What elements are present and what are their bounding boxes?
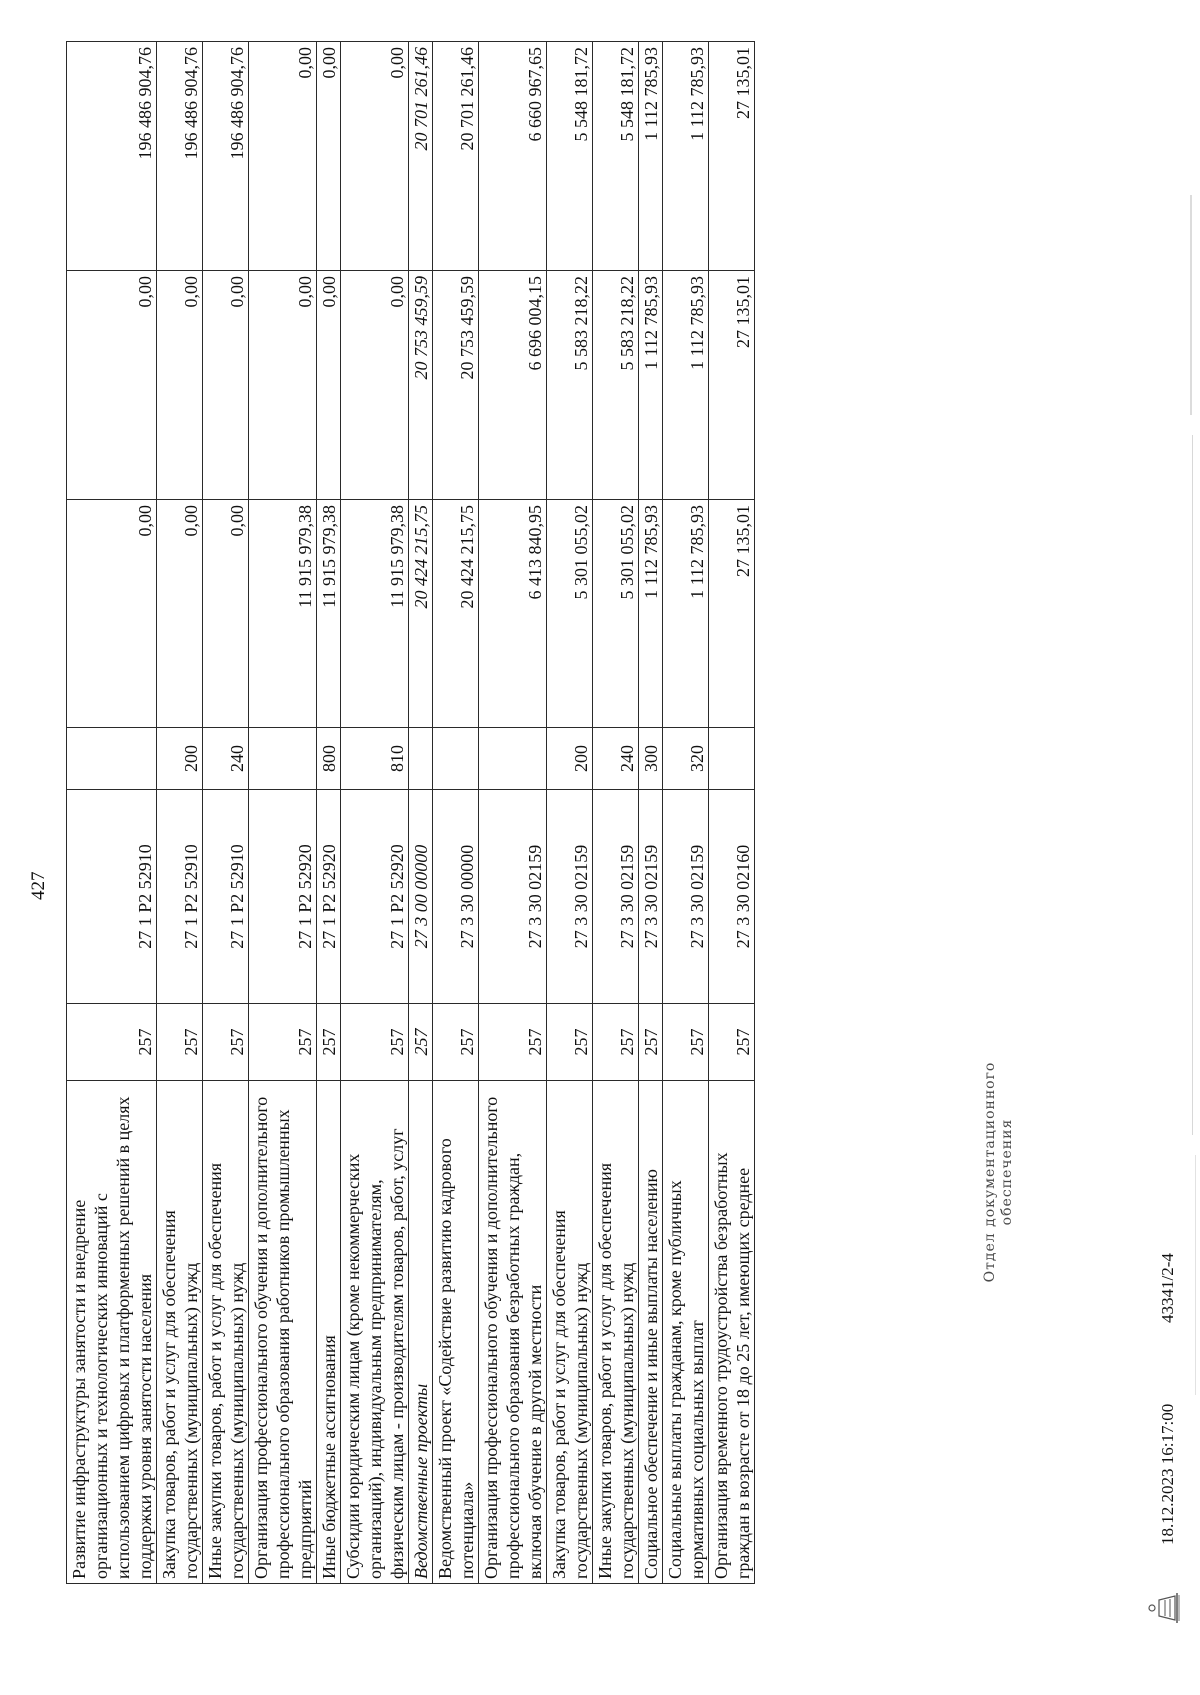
table-row bbox=[663, 42, 709, 1584]
row-name: Иные бюджетные ассигнования bbox=[317, 1081, 341, 1584]
row-expense-type bbox=[249, 728, 317, 790]
department-stamp bbox=[982, 1057, 1016, 1287]
row-target-article: 27 1 P2 52910 bbox=[157, 790, 203, 1004]
row-amount-year-3: 27 135,01 bbox=[709, 42, 755, 271]
table-row bbox=[639, 42, 663, 1584]
row-name: Организация временного трудоустройства безработных граждан в возрасте от 18 до 25 лет, имеющих среднее bbox=[709, 1081, 755, 1584]
row-amount-year-3: 0,00 bbox=[341, 42, 409, 271]
row-amount-year-2: 0,00 bbox=[249, 271, 317, 500]
row-target-article: 27 3 30 02159 bbox=[593, 790, 639, 1004]
row-target-article: 27 3 30 02160 bbox=[709, 790, 755, 1004]
row-expense-type: 800 bbox=[317, 728, 341, 790]
row-amount-year-3: 20 701 261,46 bbox=[409, 42, 433, 271]
budget-table bbox=[66, 41, 755, 1584]
row-grbs-code: 257 bbox=[639, 1004, 663, 1081]
row-amount-year-2: 5 583 218,22 bbox=[547, 271, 593, 500]
row-name: Ведомственный проект «Содействие развитию кадрового потенциала» bbox=[433, 1081, 479, 1584]
table-row bbox=[157, 42, 203, 1584]
row-amount-year-3: 0,00 bbox=[249, 42, 317, 271]
row-amount-year-3: 6 660 967,65 bbox=[479, 42, 547, 271]
row-amount-year-1: 5 301 055,02 bbox=[547, 500, 593, 728]
row-amount-year-3: 20 701 261,46 bbox=[433, 42, 479, 271]
row-grbs-code: 257 bbox=[663, 1004, 709, 1081]
row-expense-type: 300 bbox=[639, 728, 663, 790]
row-expense-type bbox=[479, 728, 547, 790]
row-amount-year-1: 1 112 785,93 bbox=[663, 500, 709, 728]
row-name: Социальное обеспечение и иные выплаты населению bbox=[639, 1081, 663, 1584]
row-grbs-code: 257 bbox=[593, 1004, 639, 1081]
table-row bbox=[67, 42, 157, 1584]
table-row bbox=[317, 42, 341, 1584]
row-target-article: 27 3 30 00000 bbox=[433, 790, 479, 1004]
row-grbs-code: 257 bbox=[341, 1004, 409, 1081]
row-amount-year-1: 0,00 bbox=[67, 500, 157, 728]
table-row bbox=[709, 42, 755, 1584]
row-amount-year-1: 20 424 215,75 bbox=[409, 500, 433, 728]
table-row bbox=[479, 42, 547, 1584]
row-target-article: 27 3 30 02159 bbox=[639, 790, 663, 1004]
row-grbs-code: 257 bbox=[67, 1004, 157, 1081]
row-amount-year-2: 0,00 bbox=[67, 271, 157, 500]
table-row bbox=[203, 42, 249, 1584]
row-name: Развитие инфраструктуры занятости и внедрение организационных и технологических инноваций с использованием цифровых и платформенных решений в целях поддержки уровня занятости населения bbox=[67, 1081, 157, 1584]
row-amount-year-2: 20 753 459,59 bbox=[433, 271, 479, 500]
row-amount-year-1: 0,00 bbox=[157, 500, 203, 728]
row-name: Организация профессионального обучения и дополнительного профессионального образования безработных граждан, включая обучение в другой местности bbox=[479, 1081, 547, 1584]
row-name: Закупка товаров, работ и услуг для обеспечения государственных (муниципальных) нужд bbox=[547, 1081, 593, 1584]
stamp-line-1: Отдел документационного bbox=[982, 1061, 998, 1283]
emblem-logo-icon bbox=[1145, 1591, 1181, 1625]
row-name: Ведомственные проекты bbox=[409, 1081, 433, 1584]
row-expense-type bbox=[67, 728, 157, 790]
row-amount-year-2: 27 135,01 bbox=[709, 271, 755, 500]
row-amount-year-2: 5 583 218,22 bbox=[593, 271, 639, 500]
row-grbs-code: 257 bbox=[409, 1004, 433, 1081]
stamp-line-2: обеспечения bbox=[999, 1118, 1015, 1226]
row-amount-year-1: 6 413 840,95 bbox=[479, 500, 547, 728]
budget-table-body bbox=[67, 42, 755, 1584]
row-name: Организация профессионального обучения и дополнительного профессионального образования работников промышленных предприятий bbox=[249, 1081, 317, 1584]
row-amount-year-2: 0,00 bbox=[157, 271, 203, 500]
row-target-article: 27 1 P2 52920 bbox=[249, 790, 317, 1004]
row-grbs-code: 257 bbox=[317, 1004, 341, 1081]
row-grbs-code: 257 bbox=[249, 1004, 317, 1081]
row-name: Субсидии юридическим лицам (кроме некоммерческих организаций), индивидуальным предпринимателям, физическим лицам - производителям товаров, работ, услуг bbox=[341, 1081, 409, 1584]
row-amount-year-1: 0,00 bbox=[203, 500, 249, 728]
row-amount-year-3: 5 548 181,72 bbox=[547, 42, 593, 271]
row-target-article: 27 1 P2 52910 bbox=[203, 790, 249, 1004]
row-amount-year-1: 11 915 979,38 bbox=[341, 500, 409, 728]
row-target-article: 27 1 P2 52920 bbox=[341, 790, 409, 1004]
row-expense-type: 240 bbox=[593, 728, 639, 790]
row-expense-type: 320 bbox=[663, 728, 709, 790]
row-amount-year-1: 20 424 215,75 bbox=[433, 500, 479, 728]
row-grbs-code: 257 bbox=[547, 1004, 593, 1081]
table-row bbox=[593, 42, 639, 1584]
scan-edge-noise bbox=[1187, 0, 1200, 1695]
row-amount-year-3: 196 486 904,76 bbox=[203, 42, 249, 271]
row-expense-type bbox=[433, 728, 479, 790]
row-amount-year-2: 20 753 459,59 bbox=[409, 271, 433, 500]
row-amount-year-2: 1 112 785,93 bbox=[663, 271, 709, 500]
row-amount-year-2: 0,00 bbox=[203, 271, 249, 500]
row-grbs-code: 257 bbox=[709, 1004, 755, 1081]
page-number: 427 bbox=[28, 871, 49, 900]
row-amount-year-3: 0,00 bbox=[317, 42, 341, 271]
row-target-article: 27 3 00 00000 bbox=[409, 790, 433, 1004]
table-row bbox=[249, 42, 317, 1584]
row-amount-year-2: 0,00 bbox=[317, 271, 341, 500]
row-name: Закупка товаров, работ и услуг для обеспечения государственных (муниципальных) нужд bbox=[157, 1081, 203, 1584]
row-amount-year-1: 5 301 055,02 bbox=[593, 500, 639, 728]
row-amount-year-2: 6 696 004,15 bbox=[479, 271, 547, 500]
row-name: Социальные выплаты гражданам, кроме публичных нормативных социальных выплат bbox=[663, 1081, 709, 1584]
row-expense-type: 810 bbox=[341, 728, 409, 790]
row-amount-year-3: 5 548 181,72 bbox=[593, 42, 639, 271]
row-target-article: 27 3 30 02159 bbox=[663, 790, 709, 1004]
table-row bbox=[433, 42, 479, 1584]
row-amount-year-2: 1 112 785,93 bbox=[639, 271, 663, 500]
row-amount-year-3: 196 486 904,76 bbox=[67, 42, 157, 271]
table-row bbox=[341, 42, 409, 1584]
footer-date: 18.12.2023 16:17:00 bbox=[1158, 1403, 1177, 1545]
row-grbs-code: 257 bbox=[203, 1004, 249, 1081]
row-amount-year-1: 27 135,01 bbox=[709, 500, 755, 728]
row-amount-year-3: 196 486 904,76 bbox=[157, 42, 203, 271]
row-grbs-code: 257 bbox=[433, 1004, 479, 1081]
row-target-article: 27 3 30 02159 bbox=[479, 790, 547, 1004]
row-amount-year-1: 11 915 979,38 bbox=[249, 500, 317, 728]
table-row bbox=[409, 42, 433, 1584]
row-target-article: 27 1 P2 52910 bbox=[67, 790, 157, 1004]
row-expense-type: 200 bbox=[547, 728, 593, 790]
row-amount-year-3: 1 112 785,93 bbox=[639, 42, 663, 271]
row-grbs-code: 257 bbox=[157, 1004, 203, 1081]
row-name: Иные закупки товаров, работ и услуг для обеспечения государственных (муниципальных) нужд bbox=[593, 1081, 639, 1584]
row-target-article: 27 1 P2 52920 bbox=[317, 790, 341, 1004]
row-name: Иные закупки товаров, работ и услуг для обеспечения государственных (муниципальных) нужд bbox=[203, 1081, 249, 1584]
row-amount-year-1: 11 915 979,38 bbox=[317, 500, 341, 728]
row-expense-type bbox=[409, 728, 433, 790]
row-amount-year-1: 1 112 785,93 bbox=[639, 500, 663, 728]
row-amount-year-2: 0,00 bbox=[341, 271, 409, 500]
table-row bbox=[547, 42, 593, 1584]
row-expense-type: 240 bbox=[203, 728, 249, 790]
row-grbs-code: 257 bbox=[479, 1004, 547, 1081]
row-amount-year-3: 1 112 785,93 bbox=[663, 42, 709, 271]
row-expense-type: 200 bbox=[157, 728, 203, 790]
row-expense-type bbox=[709, 728, 755, 790]
row-target-article: 27 3 30 02159 bbox=[547, 790, 593, 1004]
footer-document-code: 43341/2-4 bbox=[1158, 1253, 1177, 1323]
